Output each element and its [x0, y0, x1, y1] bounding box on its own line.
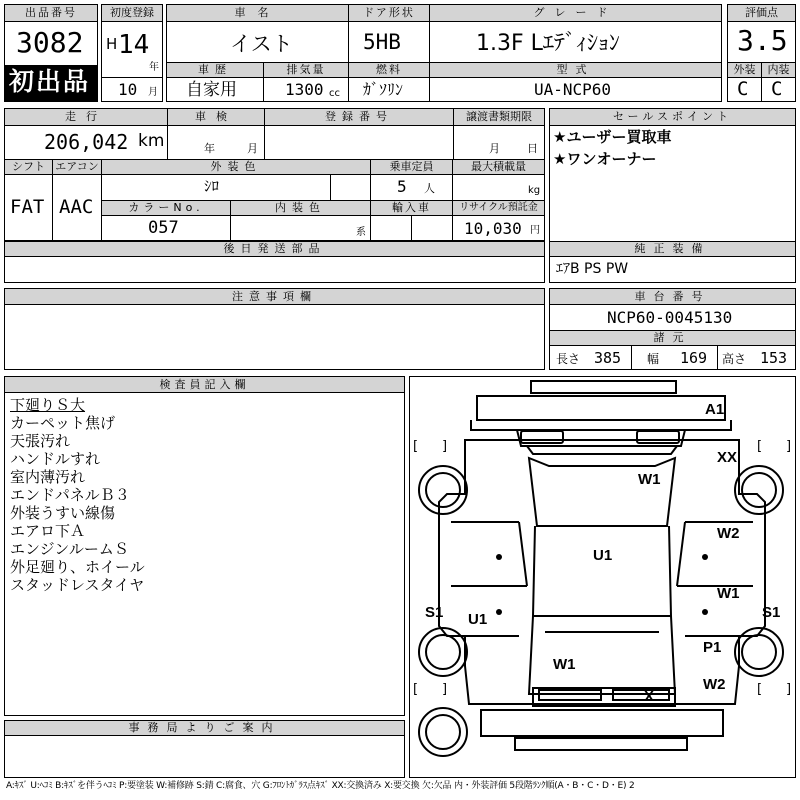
interior-label: 内装色 — [231, 201, 370, 215]
inspection-label: 車検 — [168, 109, 264, 125]
equipment: ｴｱB PS PW — [556, 261, 629, 277]
reg-year-unit: 年 — [149, 62, 159, 73]
capacity-unit: 人 — [424, 182, 435, 195]
damage-mark-u1-center: U1 — [593, 547, 613, 564]
reg-month: 10 — [118, 80, 138, 99]
equipment-label: 純正装備 — [550, 242, 795, 256]
shift: FAT — [10, 196, 45, 218]
reg-era: H — [106, 35, 118, 53]
ac-label: エアコン — [53, 160, 101, 174]
name-label: 車名 — [167, 5, 348, 21]
damage-mark-w1-roof: W1 — [638, 471, 661, 488]
damage-mark-xx: XX — [717, 449, 738, 466]
capacity: 5 — [397, 177, 407, 196]
height-value: 153 — [760, 349, 788, 367]
damage-mark-s1-right: S1 — [762, 604, 781, 621]
recycle-unit: 円 — [530, 225, 540, 236]
transfer-month-unit: 月 — [489, 142, 500, 155]
mileage: 206,042 — [44, 130, 129, 154]
int-grade: C — [771, 78, 783, 100]
bracket-tr-open: [ — [757, 439, 763, 454]
inspector-label: 検査員記入欄 — [5, 377, 404, 392]
grade: 1.3F Lｴﾃﾞｨｼｮﾝ — [476, 31, 620, 56]
grade-label: グレード — [430, 5, 721, 21]
ext-grade: C — [737, 78, 749, 100]
damage-mark-w1-right-rear: W1 — [717, 585, 740, 602]
inspector-line: 天張汚れ — [10, 432, 71, 450]
bracket-tr-close: ] — [786, 439, 792, 454]
car-outline — [439, 381, 765, 750]
ext-label: 外装 — [728, 63, 761, 77]
damage-mark-a1: A1 — [705, 401, 725, 418]
import-label: 輸入車 — [371, 201, 452, 215]
bracket-br-open: [ — [757, 682, 763, 697]
load-label: 最大積載量 — [453, 160, 544, 174]
color-no-label: カラーNo. — [102, 201, 230, 215]
office-label: 事務局よりご案内 — [5, 721, 404, 735]
inspector-line: エンジンルームＳ — [10, 540, 129, 558]
bracket-bl-open: [ — [413, 682, 419, 697]
load-unit: kg — [528, 185, 541, 196]
reg-year: 14 — [118, 30, 150, 60]
damage-mark-u1-left: U1 — [468, 611, 488, 628]
displacement: 1300 — [285, 80, 324, 99]
length-value: 385 — [594, 349, 622, 367]
lot-number: 3082 — [16, 26, 84, 59]
damage-mark-s1-left: S1 — [425, 604, 444, 621]
sales-item-2: ★ワンオーナー — [553, 150, 657, 168]
reg-label: 初度登録 — [102, 5, 162, 21]
sales-label: セールスポイント — [550, 109, 795, 125]
damage-mark-p1: P1 — [703, 639, 722, 656]
door-label: ドア形状 — [349, 5, 429, 21]
insp-year-unit: 年 — [204, 142, 215, 155]
history: 自家用 — [186, 80, 237, 100]
reg-no-label: 登録番号 — [265, 109, 453, 125]
inspector-notes — [10, 396, 145, 594]
height-label: 高さ — [722, 352, 747, 366]
inspector-line: 下廻りＳ大 — [10, 396, 86, 414]
color-label: 外装色 — [102, 160, 370, 174]
bracket-br-close: ] — [786, 682, 792, 697]
int-label: 内装 — [762, 63, 795, 77]
first-listing-label: 初出品 — [9, 67, 91, 96]
damage-mark-w1-rear: W1 — [553, 656, 576, 673]
width-value: 169 — [680, 349, 708, 367]
door-type: 5HB — [363, 30, 401, 54]
disp-label: 排気量 — [264, 63, 348, 77]
inspector-line: カーペット焦げ — [10, 414, 116, 432]
recycle-fee: 10,030 — [464, 219, 522, 238]
model-code: UA-NCP60 — [534, 80, 612, 99]
model-label: 型式 — [430, 63, 721, 77]
chassis-label: 車台番号 — [550, 289, 795, 304]
car-diagram — [409, 376, 796, 778]
transfer-day-unit: 日 — [527, 142, 538, 155]
inspector-line: 室内薄汚れ — [10, 468, 86, 486]
inspector-line: エアロ下Ａ — [10, 522, 86, 540]
inspector-line: 外装うすい線傷 — [10, 504, 116, 522]
damage-mark-w2-rear: W2 — [703, 676, 726, 693]
transfer-label: 譲渡書類期限 — [454, 109, 544, 125]
bracket-tl-close: ] — [442, 439, 448, 454]
notes-label: 注意事項欄 — [5, 289, 544, 304]
fuel-label: 燃料 — [349, 63, 429, 77]
front-bumper — [477, 396, 725, 420]
inspector-line: スタッドレスタイヤ — [10, 576, 145, 594]
damage-mark-w2-right-front: W2 — [717, 525, 740, 542]
insp-month-unit: 月 — [247, 142, 258, 155]
inspector-line: エンドパネルＢ３ — [10, 486, 130, 504]
sales-item-1: ★ユーザー買取車 — [553, 128, 672, 146]
ac: AAC — [59, 196, 94, 218]
color-no: 057 — [148, 218, 179, 238]
damage-mark-x-rear: X — [644, 688, 655, 705]
chassis-number: NCP60-0045130 — [607, 308, 733, 327]
shift-label: シフト — [5, 160, 52, 174]
specs-label: 諸元 — [550, 331, 795, 345]
bracket-tl-open: [ — [413, 439, 419, 454]
lot-no-label: 出品番号 — [5, 5, 97, 21]
length-label: 長さ — [556, 352, 581, 366]
car-name: イスト — [230, 32, 293, 56]
inspector-line: ハンドルすれ — [10, 450, 101, 468]
recycle-label: リサイクル預託金 — [453, 201, 544, 215]
legend-footer: A:ｷｽﾞ U:ﾍｺﾐ B:ｷｽﾞを伴うﾍｺﾐ P:要塗装 W:補修跡 S:錆 C:腐食、穴 G:ﾌﾛﾝﾄｶﾞﾗｽ点ｷｽﾞ XX:交換済み X:要交換 欠:欠品 内・外装評価 5段階ﾗﾝｸ順(A・B・C・D・E) 2 — [6, 781, 635, 791]
inspector-line: 外足廻り、ホイール — [10, 558, 145, 576]
color: ｼﾛ — [204, 177, 220, 195]
fuel: ｶﾞｿﾘﾝ — [363, 80, 404, 99]
bracket-bl-close: ] — [442, 682, 448, 697]
history-label: 車歴 — [167, 63, 263, 77]
score-label: 評価点 — [728, 5, 795, 21]
mileage-unit: km — [138, 131, 165, 151]
mileage-label: 走行 — [5, 109, 167, 125]
capacity-label: 乗車定員 — [371, 160, 452, 174]
front-bumper-top — [531, 381, 676, 393]
reg-month-unit: 月 — [148, 87, 158, 98]
width-label: 幅 — [647, 352, 660, 366]
later-parts-label: 後日発送部品 — [5, 242, 544, 256]
disp-unit: cc — [329, 88, 340, 99]
score: 3.5 — [737, 24, 788, 57]
interior-unit: 系 — [356, 227, 366, 238]
